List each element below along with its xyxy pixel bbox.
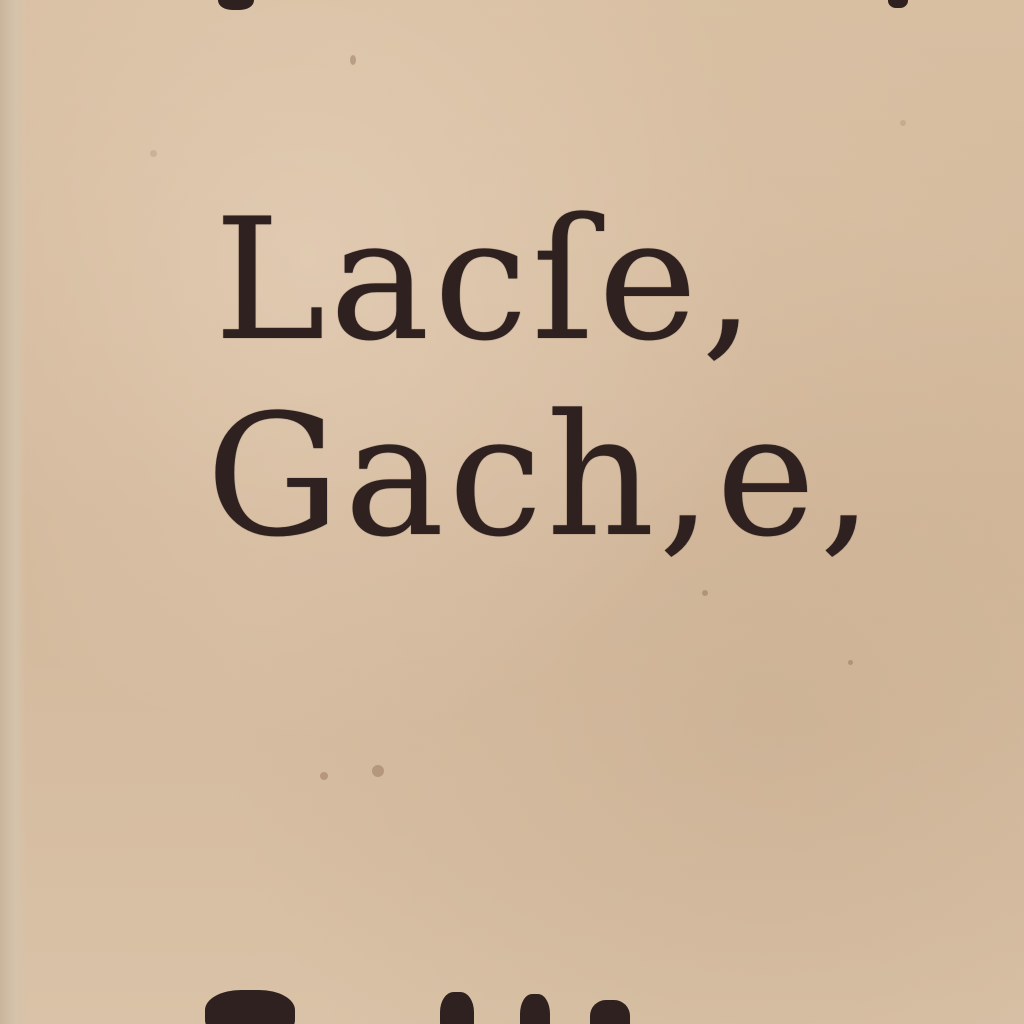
ink-fragment-bottom xyxy=(440,992,474,1024)
paper-speck xyxy=(848,660,853,665)
ink-fragment-top-left xyxy=(218,0,254,10)
word-lacse: Lacſe, xyxy=(214,182,759,378)
ink-fragment-bottom xyxy=(520,994,550,1024)
page-gutter xyxy=(0,0,26,1024)
ink-fragment-bottom xyxy=(590,1000,630,1024)
paper-speck xyxy=(350,55,356,65)
paper-speck xyxy=(150,150,157,157)
paper-speck xyxy=(372,765,384,777)
ink-fragment-top-right xyxy=(888,0,908,8)
paper-speck xyxy=(900,120,906,126)
paper-speck xyxy=(702,590,708,596)
paper-speck xyxy=(320,772,328,780)
word-gache: Gach,e, xyxy=(206,378,877,574)
ink-fragment-bottom xyxy=(205,990,295,1024)
